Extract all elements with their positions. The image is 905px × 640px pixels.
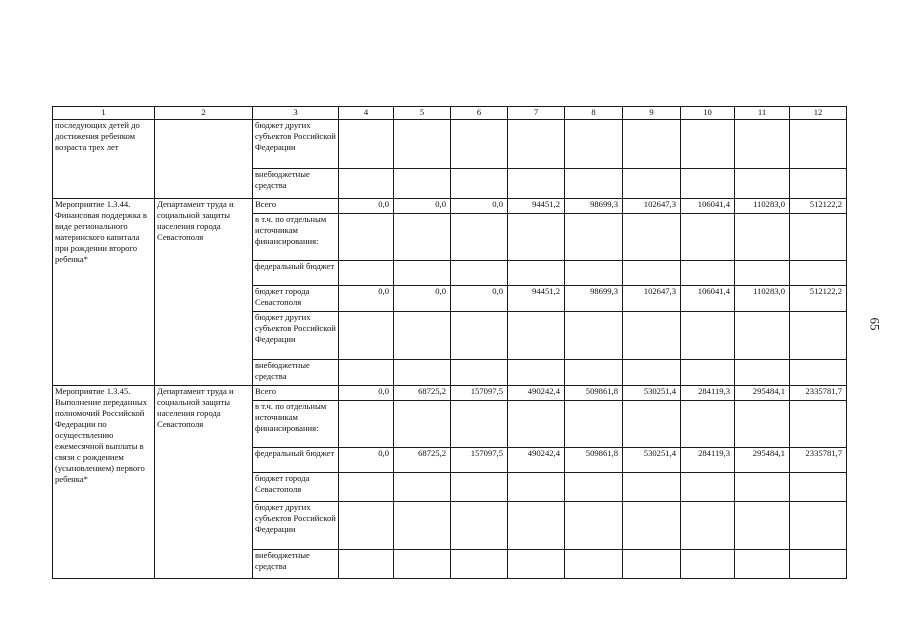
value-cell-col-4 <box>339 312 394 360</box>
value-cell-col-5: 0,0 <box>394 286 451 312</box>
value-cell-col-7 <box>508 261 565 286</box>
funding-source-cell: бюджет города Севастополя <box>253 473 339 502</box>
value-cell-col-11: 295484,1 <box>735 386 790 401</box>
value-cell-col-4 <box>339 214 394 261</box>
value-cell-col-8: 509861,8 <box>565 448 623 473</box>
value-cell-col-4 <box>339 261 394 286</box>
value-cell-col-11 <box>735 214 790 261</box>
table-row <box>53 120 847 169</box>
executor-cell <box>155 120 253 199</box>
value-cell-col-9: 530251,4 <box>623 386 681 401</box>
value-cell-col-7 <box>508 401 565 448</box>
value-cell-col-6 <box>451 214 508 261</box>
header-cell-1: 1 <box>53 107 155 120</box>
funding-source-cell: в т.ч. по отдельным источникам финансирования: <box>253 401 339 448</box>
value-cell-col-6 <box>451 502 508 550</box>
header-cell-6: 6 <box>451 107 508 120</box>
value-cell-col-5: 0,0 <box>394 199 451 214</box>
value-cell-col-5 <box>394 502 451 550</box>
value-cell-col-11: 295484,1 <box>735 448 790 473</box>
value-cell-col-12 <box>790 120 847 169</box>
funding-source-cell: бюджет других субъектов Российской Федерации <box>253 502 339 550</box>
value-cell-col-12: 2335781,7 <box>790 386 847 401</box>
value-cell-col-6 <box>451 312 508 360</box>
value-cell-col-11 <box>735 312 790 360</box>
value-cell-col-10 <box>681 214 735 261</box>
value-cell-col-4 <box>339 169 394 199</box>
value-cell-col-4 <box>339 360 394 386</box>
value-cell-col-5: 68725,2 <box>394 448 451 473</box>
value-cell-col-12: 512122,2 <box>790 199 847 214</box>
value-cell-col-8 <box>565 360 623 386</box>
value-cell-col-5 <box>394 261 451 286</box>
value-cell-col-7: 94451,2 <box>508 199 565 214</box>
value-cell-col-8 <box>565 261 623 286</box>
value-cell-col-9 <box>623 550 681 579</box>
executor-cell: Департамент труда и социальной защиты населения города Севастополя <box>155 386 253 579</box>
value-cell-col-11 <box>735 473 790 502</box>
value-cell-col-4 <box>339 550 394 579</box>
funding-source-cell: бюджет других субъектов Российской Федерации <box>253 120 339 169</box>
value-cell-col-9 <box>623 169 681 199</box>
value-cell-col-4 <box>339 473 394 502</box>
value-cell-col-11: 110283,0 <box>735 199 790 214</box>
value-cell-col-4 <box>339 120 394 169</box>
measure-cell: Мероприятие 1.3.45. Выполнение переданных полномочий Российской Федерации по осуществлению ежемесячной выплаты в связи с рождением (усыновлением) первого ребенка* <box>53 386 155 579</box>
value-cell-col-9: 102647,3 <box>623 286 681 312</box>
value-cell-col-9 <box>623 502 681 550</box>
value-cell-col-7 <box>508 214 565 261</box>
value-cell-col-9: 102647,3 <box>623 199 681 214</box>
value-cell-col-6: 157097,5 <box>451 386 508 401</box>
value-cell-col-8 <box>565 312 623 360</box>
value-cell-col-9 <box>623 214 681 261</box>
funding-source-cell: в т.ч. по отдельным источникам финансирования: <box>253 214 339 261</box>
value-cell-col-7: 490242,4 <box>508 448 565 473</box>
table-row <box>53 386 847 401</box>
value-cell-col-10: 284119,3 <box>681 448 735 473</box>
header-cell-10: 10 <box>681 107 735 120</box>
value-cell-col-9: 530251,4 <box>623 448 681 473</box>
value-cell-col-12 <box>790 502 847 550</box>
value-cell-col-12 <box>790 473 847 502</box>
value-cell-col-12 <box>790 401 847 448</box>
value-cell-col-12: 2335781,7 <box>790 448 847 473</box>
value-cell-col-5 <box>394 550 451 579</box>
value-cell-col-4: 0,0 <box>339 286 394 312</box>
value-cell-col-7 <box>508 169 565 199</box>
value-cell-col-6: 0,0 <box>451 286 508 312</box>
value-cell-col-12 <box>790 169 847 199</box>
value-cell-col-7: 94451,2 <box>508 286 565 312</box>
header-cell-2: 2 <box>155 107 253 120</box>
value-cell-col-12 <box>790 360 847 386</box>
value-cell-col-5 <box>394 401 451 448</box>
value-cell-col-7 <box>508 502 565 550</box>
value-cell-col-10 <box>681 473 735 502</box>
value-cell-col-12 <box>790 261 847 286</box>
value-cell-col-5: 68725,2 <box>394 386 451 401</box>
value-cell-col-10 <box>681 550 735 579</box>
value-cell-col-8 <box>565 214 623 261</box>
value-cell-col-12 <box>790 312 847 360</box>
funding-source-cell: Всего <box>253 386 339 401</box>
value-cell-col-6 <box>451 261 508 286</box>
executor-cell: Департамент труда и социальной защиты населения города Севастополя <box>155 199 253 386</box>
funding-source-cell: федеральный бюджет <box>253 261 339 286</box>
value-cell-col-6 <box>451 473 508 502</box>
value-cell-col-4 <box>339 401 394 448</box>
value-cell-col-4: 0,0 <box>339 448 394 473</box>
value-cell-col-5 <box>394 360 451 386</box>
header-cell-9: 9 <box>623 107 681 120</box>
value-cell-col-7 <box>508 473 565 502</box>
value-cell-col-7: 490242,4 <box>508 386 565 401</box>
value-cell-col-11 <box>735 502 790 550</box>
header-row <box>53 107 847 120</box>
value-cell-col-6 <box>451 360 508 386</box>
funding-source-cell: внебюджетные средства <box>253 169 339 199</box>
value-cell-col-11 <box>735 261 790 286</box>
value-cell-col-8 <box>565 401 623 448</box>
value-cell-col-5 <box>394 120 451 169</box>
value-cell-col-6: 157097,5 <box>451 448 508 473</box>
value-cell-col-5 <box>394 473 451 502</box>
value-cell-col-10 <box>681 120 735 169</box>
value-cell-col-10: 106041,4 <box>681 286 735 312</box>
funding-source-cell: внебюджетные средства <box>253 550 339 579</box>
value-cell-col-6 <box>451 169 508 199</box>
value-cell-col-5 <box>394 214 451 261</box>
value-cell-col-4: 0,0 <box>339 386 394 401</box>
value-cell-col-11 <box>735 120 790 169</box>
value-cell-col-10: 106041,4 <box>681 199 735 214</box>
header-cell-11: 11 <box>735 107 790 120</box>
value-cell-col-4 <box>339 502 394 550</box>
value-cell-col-9 <box>623 401 681 448</box>
value-cell-col-7 <box>508 550 565 579</box>
header-cell-12: 12 <box>790 107 847 120</box>
value-cell-col-11 <box>735 401 790 448</box>
page-number: 65 <box>867 317 883 331</box>
value-cell-col-5 <box>394 312 451 360</box>
header-cell-3: 3 <box>253 107 339 120</box>
value-cell-col-10 <box>681 261 735 286</box>
measure-cell: Мероприятие 1.3.44. Финансовая поддержка в виде регионального материнского капитала при рождении второго ребенка* <box>53 199 155 386</box>
value-cell-col-8 <box>565 120 623 169</box>
funding-source-cell: бюджет города Севастополя <box>253 286 339 312</box>
funding-source-cell: бюджет других субъектов Российской Федерации <box>253 312 339 360</box>
value-cell-col-9 <box>623 120 681 169</box>
value-cell-col-8 <box>565 550 623 579</box>
value-cell-col-10 <box>681 401 735 448</box>
value-cell-col-8 <box>565 502 623 550</box>
value-cell-col-8 <box>565 169 623 199</box>
value-cell-col-7 <box>508 360 565 386</box>
funding-source-cell: федеральный бюджет <box>253 448 339 473</box>
header-cell-7: 7 <box>508 107 565 120</box>
value-cell-col-6 <box>451 550 508 579</box>
value-cell-col-6 <box>451 120 508 169</box>
value-cell-col-6 <box>451 401 508 448</box>
header-cell-8: 8 <box>565 107 623 120</box>
value-cell-col-5 <box>394 169 451 199</box>
value-cell-col-12 <box>790 550 847 579</box>
table-body <box>53 107 847 579</box>
table-row <box>53 199 847 214</box>
value-cell-col-8: 509861,8 <box>565 386 623 401</box>
value-cell-col-10 <box>681 502 735 550</box>
measure-cell: последующих детей до достижения ребенком возраста трех лет <box>53 120 155 199</box>
budget-table <box>52 106 847 579</box>
value-cell-col-10 <box>681 360 735 386</box>
value-cell-col-12: 512122,2 <box>790 286 847 312</box>
value-cell-col-11: 110283,0 <box>735 286 790 312</box>
value-cell-col-7 <box>508 312 565 360</box>
value-cell-col-10 <box>681 312 735 360</box>
value-cell-col-9 <box>623 312 681 360</box>
funding-source-cell: Всего <box>253 199 339 214</box>
value-cell-col-6: 0,0 <box>451 199 508 214</box>
value-cell-col-8: 98699,3 <box>565 199 623 214</box>
value-cell-col-11 <box>735 360 790 386</box>
value-cell-col-8: 98699,3 <box>565 286 623 312</box>
value-cell-col-7 <box>508 120 565 169</box>
value-cell-col-10 <box>681 169 735 199</box>
value-cell-col-9 <box>623 360 681 386</box>
value-cell-col-8 <box>565 473 623 502</box>
value-cell-col-9 <box>623 473 681 502</box>
funding-source-cell: внебюджетные средства <box>253 360 339 386</box>
value-cell-col-11 <box>735 550 790 579</box>
value-cell-col-4: 0,0 <box>339 199 394 214</box>
value-cell-col-12 <box>790 214 847 261</box>
value-cell-col-9 <box>623 261 681 286</box>
value-cell-col-10: 284119,3 <box>681 386 735 401</box>
header-cell-5: 5 <box>394 107 451 120</box>
value-cell-col-11 <box>735 169 790 199</box>
header-cell-4: 4 <box>339 107 394 120</box>
